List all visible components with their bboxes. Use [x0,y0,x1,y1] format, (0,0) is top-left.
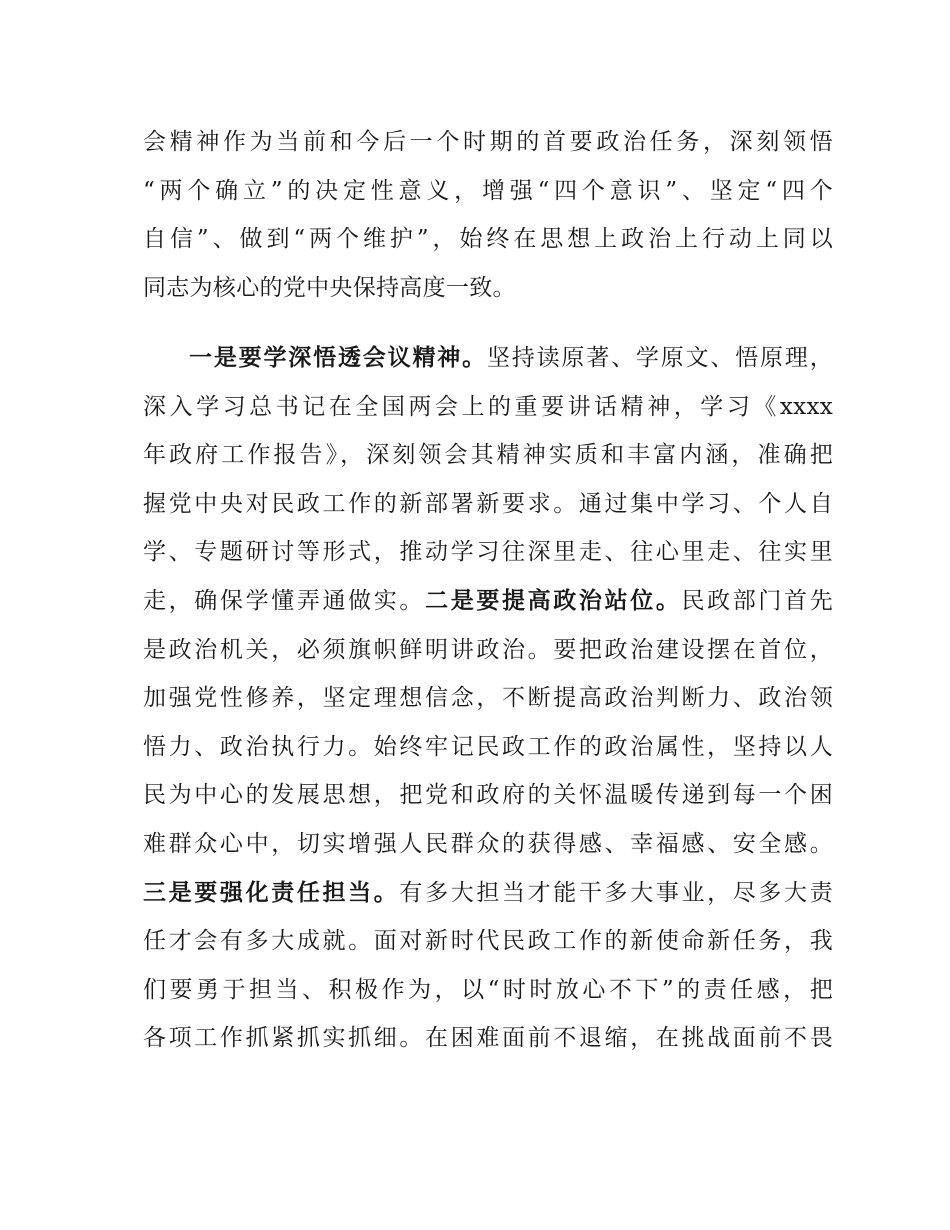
paragraph-2-line-6-pre: 走，确保学懂弄通做实。 [143,587,426,614]
paragraph-1 [143,118,833,312]
paragraph-1-line-3: 自信”、做到“两个维护”，始终在思想上政治上行动上同以 [143,226,833,253]
paragraph-2-line-5: 学、专题研讨等形式，推动学习往深里走、往心里走、往实里 [143,539,833,566]
paragraph-2-line-6 [143,577,833,626]
paragraph-2-line-3: 年政府工作报告》，深刻领会其精神实质和丰富内涵，准确把 [143,442,833,469]
paragraph-1-line-4: 同志为核心的党中央保持高度一致。 [143,274,516,301]
heading-point-one: 一是要学深悟透会议精神。 [189,345,487,371]
paragraph-2-line-1-text: 坚持读原著、学原文、悟原理， [486,345,833,371]
paragraph-2-line-14: 们要勇于担当、积极作为，以“时时放心不下”的责任感，把 [143,976,833,1003]
paragraph-2 [143,334,833,1063]
paragraph-2-line-8: 加强党性修养，坚定理想信念，不断提高政治判断力、政治领 [143,685,833,712]
paragraph-2-line-10: 民为中心的发展思想，把党和政府的关怀温暖传递到每一个困 [143,782,833,809]
paragraph-1-line-1: 会精神作为当前和今后一个时期的首要政治任务，深刻领悟 [143,129,833,155]
paragraph-1-line-2: “两个确立”的决定性意义，增强“四个意识”、坚定“四个 [143,177,833,204]
paragraph-2-line-4: 握党中央对民政工作的新部署新要求。通过集中学习、个人自 [143,490,833,517]
paragraph-2-line-13: 任才会有多大成就。面对新时代民政工作的新使命新任务，我 [143,928,833,955]
paragraph-2-line-6-post: 民政部门首先 [681,587,833,614]
heading-point-two: 二是要提高政治站位。 [425,587,682,614]
paragraph-2-line-9: 悟力、政治执行力。始终牢记民政工作的政治属性，坚持以人 [143,733,833,760]
paragraph-2-line-11: 难群众心中，切实增强人民群众的获得感、幸福感、安全感。 [143,830,833,857]
paragraph-2-line-7: 是政治机关，必须旗帜鲜明讲政治。要把政治建设摆在首位， [143,636,833,663]
paragraph-2-line-15: 各项工作抓紧抓实抓细。在困难面前不退缩，在挑战面前不畏 [143,1025,833,1052]
heading-point-three: 三是要强化责任担当。 [143,879,400,906]
paragraph-2-line-12-text: 有多大担当才能干多大事业，尽多大责 [399,879,833,906]
paragraph-2-line-12 [143,869,833,918]
paragraph-2-line-2: 深入学习总书记在全国两会上的重要讲话精神，学习《xxxx [143,393,833,420]
paragraph-2-line-1 [143,334,833,383]
